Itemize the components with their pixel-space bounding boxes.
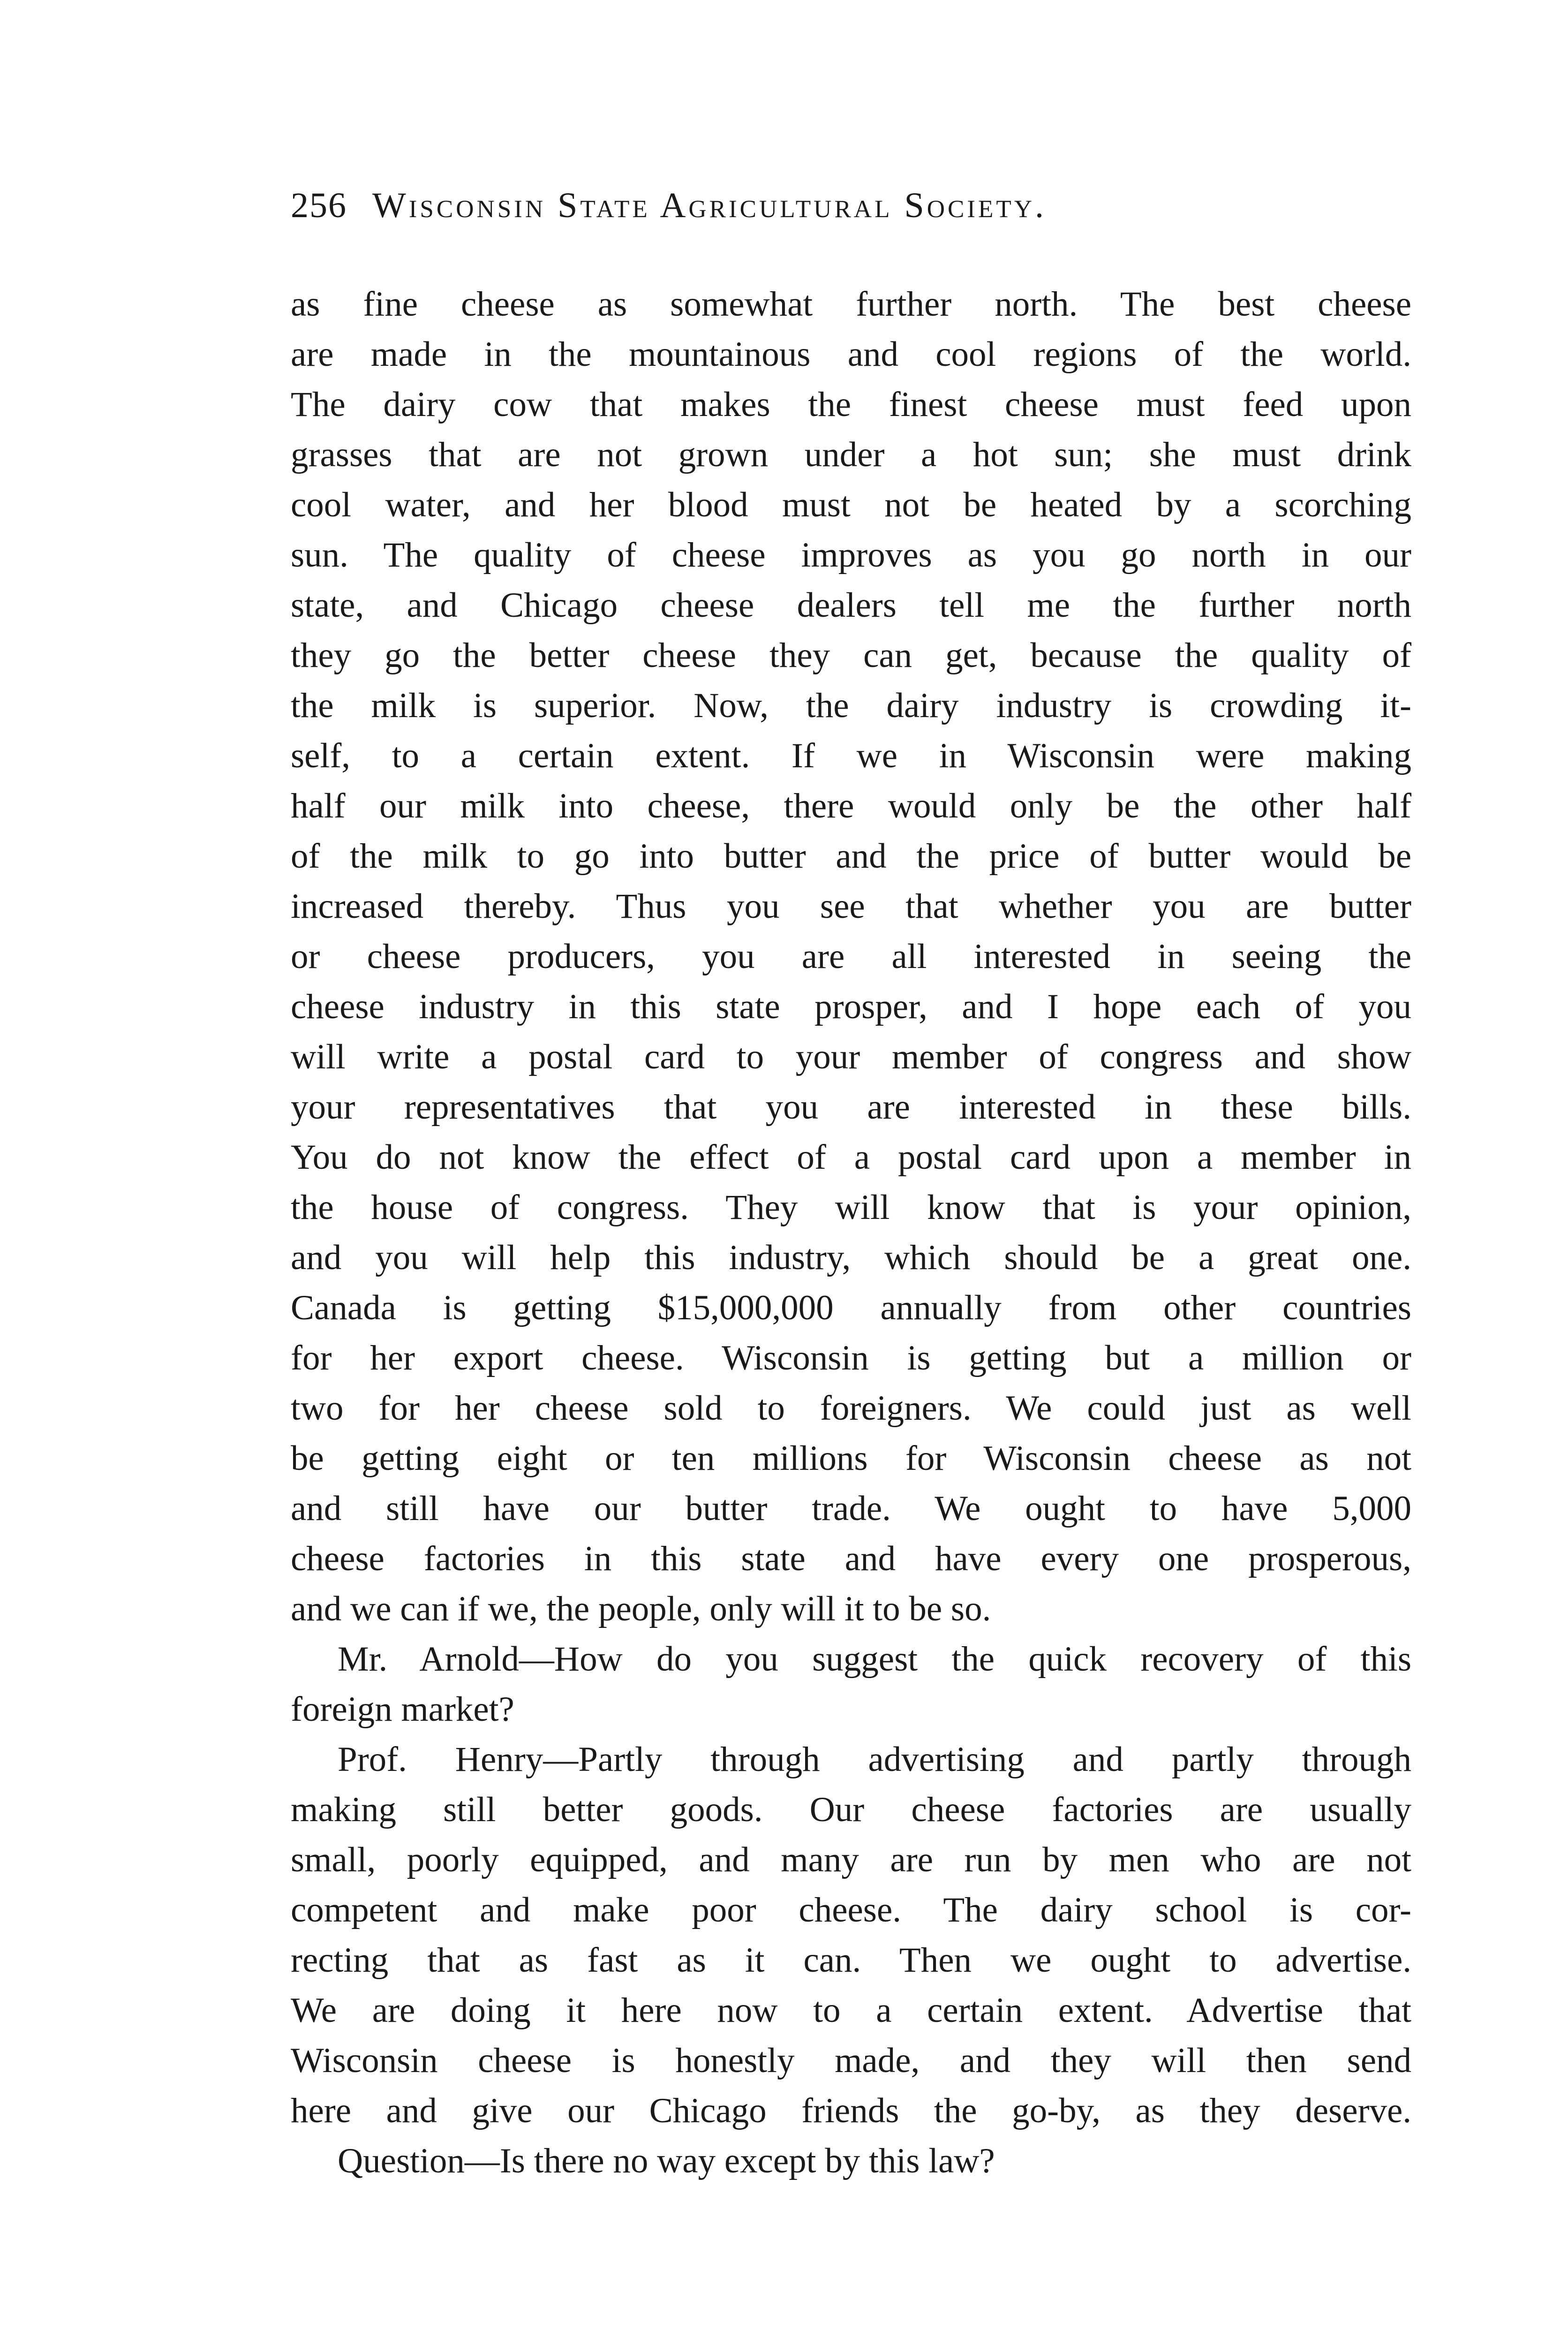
text-line: as fine cheese as somewhat further north. The best cheese: [291, 285, 1411, 324]
paragraph: [291, 1634, 1411, 1734]
text-line: they go the better cheese they can get, because the quality of: [291, 636, 1411, 675]
text-line: the milk is superior. Now, the dairy industry is crowding it-: [291, 686, 1411, 725]
text-line: The dairy cow that makes the finest cheese must feed upon: [291, 385, 1411, 424]
text-line: foreign market?: [291, 1690, 514, 1729]
text-line: Prof. Henry—Partly through advertising and partly through: [338, 1740, 1411, 1779]
text-line: cool water, and her blood must not be heated by a scorching: [291, 485, 1411, 524]
text-line: making still better goods. Our cheese factories are usually: [291, 1790, 1411, 1829]
text-line: half our milk into cheese, there would only be the other half: [291, 787, 1411, 825]
text-line: the house of congress. They will know that is your opinion,: [291, 1188, 1411, 1227]
text-line: Question—Is there no way except by this law?: [338, 2141, 995, 2180]
text-line: will write a postal card to your member of congress and show: [291, 1037, 1411, 1076]
text-line: or cheese producers, you are all interested in seeing the: [291, 937, 1411, 976]
text-line: self, to a certain extent. If we in Wisconsin were making: [291, 736, 1411, 775]
text-line: and we can if we, the people, only will it to be so.: [291, 1589, 991, 1628]
paragraph: [291, 1734, 1411, 2136]
running-head: Wisconsin State Agricultural Society.: [372, 186, 1047, 225]
page-number: 256: [291, 186, 347, 225]
paragraph: [291, 2136, 1411, 2186]
text-line: Canada is getting $15,000,000 annually from other countries: [291, 1288, 1411, 1327]
text-line: be getting eight or ten millions for Wisconsin cheese as not: [291, 1439, 1411, 1478]
text-line: grasses that are not grown under a hot sun; she must drink: [291, 435, 1411, 474]
text-line: We are doing it here now to a certain extent. Advertise that: [291, 1991, 1411, 2030]
text-line: state, and Chicago cheese dealers tell me the further north: [291, 586, 1411, 625]
text-line: Wisconsin cheese is honestly made, and they will then send: [291, 2041, 1411, 2080]
text-line: You do not know the effect of a postal card upon a member in: [291, 1138, 1411, 1177]
text-line: of the milk to go into butter and the price of butter would be: [291, 837, 1411, 876]
body-text: [291, 279, 1411, 2186]
text-line: competent and make poor cheese. The dairy school is cor-: [291, 1891, 1411, 1929]
text-line: two for her cheese sold to foreigners. We could just as well: [291, 1389, 1411, 1428]
text-line: here and give our Chicago friends the go-by, as they deserve.: [291, 2091, 1411, 2130]
text-line: sun. The quality of cheese improves as you go north in our: [291, 536, 1411, 575]
text-line: and you will help this industry, which should be a great one.: [291, 1238, 1411, 1277]
text-line: cheese industry in this state prosper, and I hope each of you: [291, 987, 1411, 1026]
page-header: [291, 185, 1416, 242]
paragraph: [291, 279, 1411, 1634]
text-line: your representatives that you are interested in these bills.: [291, 1088, 1411, 1127]
text-line: recting that as fast as it can. Then we ought to advertise.: [291, 1941, 1411, 1980]
text-line: increased thereby. Thus you see that whether you are butter: [291, 887, 1411, 926]
text-line: are made in the mountainous and cool regions of the world.: [291, 335, 1411, 374]
text-line: small, poorly equipped, and many are run by men who are not: [291, 1840, 1411, 1879]
text-line: Mr. Arnold—How do you suggest the quick recovery of this: [338, 1640, 1411, 1679]
text-line: and still have our butter trade. We ought to have 5,000: [291, 1489, 1411, 1528]
text-line: for her export cheese. Wisconsin is getting but a million or: [291, 1339, 1411, 1377]
text-line: cheese factories in this state and have every one prosperous,: [291, 1539, 1411, 1578]
